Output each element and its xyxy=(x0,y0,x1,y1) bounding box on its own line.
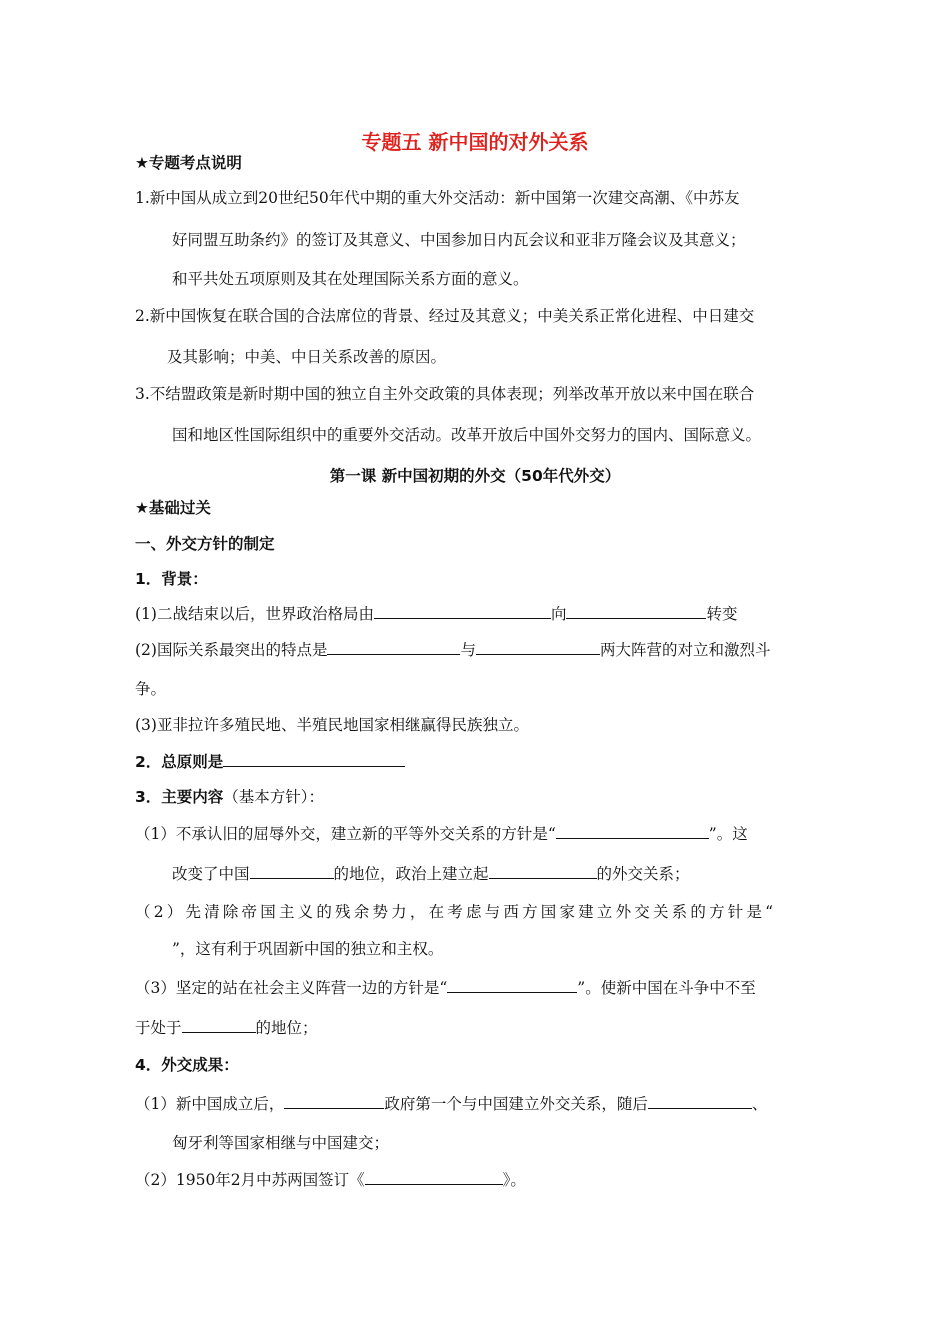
page-title: 专题五 新中国的对外关系 xyxy=(361,130,589,154)
content-item-3: （3）坚定的站在社会主义阵营一边的方针是“ ”。使新中国在斗争中不至 xyxy=(135,976,756,999)
basic-header: ★基础过关 xyxy=(135,499,211,517)
blank-field[interactable] xyxy=(374,602,551,619)
blank-field[interactable] xyxy=(566,602,706,619)
content-heading: 3．主要内容（基本方针）： xyxy=(135,788,325,806)
section-heading: 一、外交方针的制定 xyxy=(135,535,275,553)
results-item-1: （1）新中国成立后， 政府第一个与中国建立外交关系，随后 、 xyxy=(135,1092,767,1115)
exam-point-1-line-3: 和平共处五项原则及其在处理国际关系方面的意义。 xyxy=(172,270,529,288)
exam-header: ★专题考点说明 xyxy=(135,154,242,172)
blank-field[interactable] xyxy=(476,638,600,655)
content-item-1: （1）不承认旧的屈辱外交，建立新的平等外交关系的方针是“ ”。这 xyxy=(135,822,748,845)
exam-point-1-line-1: 1.新中国从成立到20世纪50年代中期的重大外交活动：新中国第一次建交高潮、《中苏友 xyxy=(135,189,740,207)
blank-field[interactable] xyxy=(447,976,577,993)
background-item-1: (1)二战结束以后，世界政治格局由 向 转变 xyxy=(135,602,738,625)
lesson-title: 第一课 新中国初期的外交（50年代外交） xyxy=(329,467,621,485)
background-item-2-cont: 争。 xyxy=(135,680,167,698)
blank-field[interactable] xyxy=(182,1016,256,1033)
content-item-2-cont: ”，这有利于巩固新中国的独立和主权。 xyxy=(172,940,444,958)
results-item-2: （2）1950年2月中苏两国签订《 》。 xyxy=(135,1168,526,1191)
exam-point-2-line-1: 2.新中国恢复在联合国的合法席位的背景、经过及其意义；中美关系正常化进程、中日建交 xyxy=(135,307,755,325)
background-item-3: (3)亚非拉许多殖民地、半殖民地国家相继赢得民族独立。 xyxy=(135,716,529,734)
results-item-1-cont: 匈牙利等国家相继与中国建交； xyxy=(172,1134,390,1152)
exam-point-2-line-2: 及其影响；中美、中日关系改善的原因。 xyxy=(167,348,447,366)
results-heading: 4．外交成果： xyxy=(135,1056,239,1074)
content-item-3-cont: 于处于 的地位； xyxy=(135,1016,318,1039)
content-item-2: （2）先清除帝国主义的残余势力，在考虑与西方国家建立外交关系的方针是“ xyxy=(135,903,777,921)
blank-field[interactable] xyxy=(556,822,709,839)
background-item-2: (2)国际关系最突出的特点是 与 两大阵营的对立和激烈斗 xyxy=(135,638,771,661)
blank-field[interactable] xyxy=(223,750,405,767)
content-item-1-cont: 改变了中国 的地位，政治上建立起 的外交关系； xyxy=(172,862,690,885)
blank-field[interactable] xyxy=(250,862,334,879)
exam-point-3-line-2: 国和地区性国际组织中的重要外交活动。改革开放后中国外交努力的国内、国际意义。 xyxy=(172,426,762,444)
blank-field[interactable] xyxy=(284,1092,384,1109)
blank-field[interactable] xyxy=(365,1168,503,1185)
blank-field[interactable] xyxy=(489,862,597,879)
exam-point-3-line-1: 3.不结盟政策是新时期中国的独立自主外交政策的具体表现；列举改革开放以来中国在联合 xyxy=(135,385,755,403)
blank-field[interactable] xyxy=(327,638,460,655)
blank-field[interactable] xyxy=(648,1092,752,1109)
background-heading: 1．背景： xyxy=(135,570,208,588)
principle-line: 2．总原则是 xyxy=(135,750,405,773)
exam-point-1-line-2: 好同盟互助条约》的签订及其意义、中国参加日内瓦会议和亚非万隆会议及其意义； xyxy=(172,231,746,249)
